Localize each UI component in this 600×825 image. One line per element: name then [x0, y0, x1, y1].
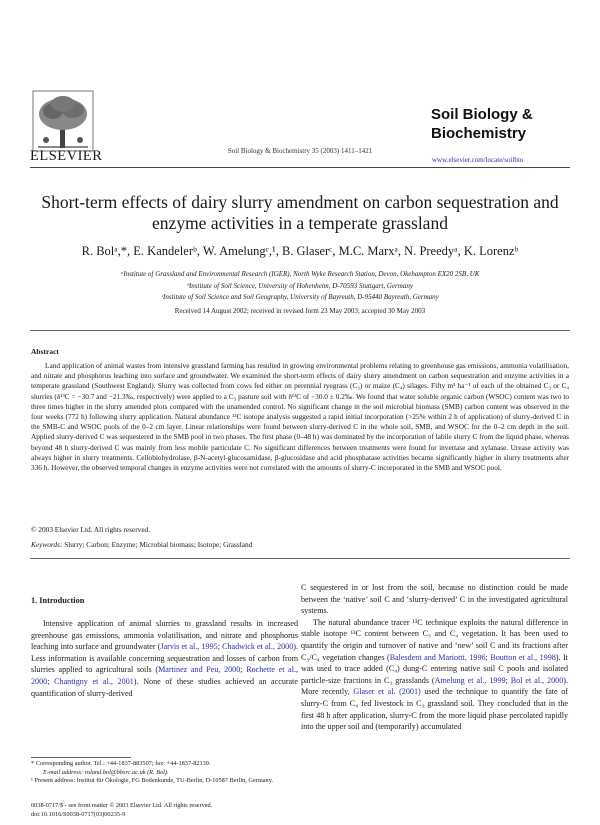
keywords-divider	[30, 558, 570, 559]
citation-link[interactable]: Jarvis et al., 1995	[160, 642, 218, 652]
abstract-heading: Abstract	[31, 347, 59, 356]
footnote-divider	[31, 757, 131, 758]
intro-paragraph-1-continued: C sequestered in or lost from the soil, because no distinction could be made between the ‘native’ soil C and ‘slurry-derived’ C in the investigated agricultural systems.	[301, 583, 568, 616]
citation-link[interactable]: Chadwick et al., 2000	[222, 642, 294, 652]
doi-line: doi:10.1016/S0038-0717(03)00235-9	[31, 811, 126, 818]
elsevier-tree-logo	[32, 90, 94, 152]
citation-link[interactable]: Bol et al., 2000	[510, 675, 564, 685]
citation-link[interactable]: Chantigny et al., 2001	[54, 676, 134, 686]
footnotes	[31, 760, 298, 786]
affiliation-a: ᵃInstitute of Grassland and Environmental Research (IGER), North Wyke Research Station, Devon, Okehampton EX20 2SB, UK	[120, 270, 480, 278]
affiliations	[0, 269, 600, 304]
author-list: R. Bolᵃ,*, E. Kandelerᵇ, W. Amelungᶜ,¹, B. Glaserᶜ, M.C. Marxᵃ, N. Preedyᵃ, K. Lorenzᵇ	[81, 244, 519, 258]
affiliation-b: ᵇInstitute of Soil Science, University of Hohenheim, D-70593 Stuttgart, Germany	[187, 281, 413, 290]
intro-paragraph-1: Intensive application of animal slurries to grassland results in increased greenhouse gas emissions, ammonia volatilisation, and nitrate and phosphorus leaching into surface and groundwater (Jarvis et al., 1995; Chadwick et al., 2000). Less information is available concerning sequestration and losses of carbon from slurries applied to agricultural soils (Martinez and Peu, 2000; Rochette et al., 2000; Chantigny et al., 2001). None of these studies achieved an accurate quantification of slurry-derived	[31, 619, 298, 698]
abstract-text: Land application of animal wastes from intensive grassland farming has resulted in growing environmental problems relating to greenhouse gas emissions, ammonia volatilisation, and nitrate and phosphorus leaching into surface and groundwater. We examined the short-term effects of dairy slurry amendment on carbon sequestration and enzyme activities in a temperate grassland (Southwest England). Slurry was collected from cows fed either on perennial ryegrass (C₃) or maize (C₄) silages. Fifty m³ ha⁻¹ of each of the obtained C₃ or C₄ slurries (δ¹³C = −30.7 and −21.3‰, respectively) were applied to a C₃ pasture soil with δ¹³C of −30.0 ± 0.2‰. We found that water soluble organic carbon (WSOC) content was two to three times higher in the slurry amended plots compared with the unamended control. No significant change in the soil microbial biomass (SMB) carbon content was observed in the four weeks (772 h) following slurry application. Natural abundance ¹³C isotope analysis suggested a rapid initial incorporation (>25% within 2 h of application) of slurry-derived C in the SMB-C and WSOC pools of the 0–2 cm layer. Linear relationships were found between slurry-derived C in the whole soil, SMB, and WSOC for the 0–2 cm depth in the soil. Applied slurry-derived C was sequestered in the SMB pool in two phases. The first phase (0–48 h) was dominated by the incorporation of labile slurry C from the liquid phase, whereas beyond 48 h slurry-derived C was mainly from less mobile particulate C. No significant differences between treatments were found for invertase and xylanase. Urease activity was always higher in slurry treatments. Cellobiohydrolase, β-N-acetyl-glucosamidase, β-glucosidase and acid phosphatase activities became significantly higher in slurry treatments after 336 h. However, the observed temporal changes in enzyme activities were not correlated with the amounts of slurry-C incorporated in the SMB and WSOC pool.	[31, 361, 569, 473]
keywords	[31, 540, 252, 549]
journal-title	[431, 105, 533, 143]
keywords-list: Slurry; Carbon; Enzyme; Microbial biomass; Isotope; Grassland	[64, 540, 253, 549]
journal-title-line-2: Biochemistry	[431, 125, 527, 142]
intro-paragraph-2: The natural abundance tracer ¹³C technique exploits the natural difference in stable isotope ¹³C content between C₃ and C₄ vegetation. It has been used to quantify the origin and turnover of native and ‘new’ soil C and its fractions after C₃/C₄ vegetation changes (Balesdent and Mariotti, 1996; Boutton et al., 1998). It was used to trace added (C₄) dung-C entering native soil C pools and isolated particle-size fractions in C₃ grasslands (Amelung et al., 1999; Bol et al., 2000). More recently, Glaser et al. (2001) used the technique to quantify the fate of slurry-C from C₄ fed livestock in C₃ grassland soil. They concluded that in the first 48 h after application, slurry-C from the more liquid phase percolated rapidly into the upper soil and (temporarily) accumulated	[301, 617, 569, 732]
abstract-divider	[30, 330, 570, 331]
affiliation-c: ᶜInstitute of Soil Science and Soil Geography, University of Bayreuth, D-95440 Bayreuth, Germany	[161, 293, 439, 301]
journal-citation: Soil Biology & Biochemistry 35 (2003) 1411–1421	[227, 147, 373, 155]
citation-link[interactable]: Glaser et al. (2001)	[353, 687, 421, 697]
publisher-name: ELSEVIER	[30, 148, 103, 164]
copyright-notice: © 2003 Elsevier Ltd. All rights reserved.	[31, 525, 151, 534]
keywords-label: Keywords:	[31, 540, 63, 549]
citation-link[interactable]: Martinez and Peu, 2000	[158, 665, 241, 675]
journal-url-link[interactable]: www.elsevier.com/locate/soilbio	[432, 156, 524, 164]
journal-title-line-1: Soil Biology &	[431, 106, 533, 123]
intro-right-column	[301, 582, 568, 733]
issn-line: 0038-0717/$ - see front matter © 2003 Elsevier Ltd. All rights reserved.	[31, 802, 213, 809]
footnote-corresponding-author: * Corresponding author. Tel.: +44-1837-883507; fax: +44-1837-82139.	[31, 760, 211, 767]
intro-left-column	[31, 618, 298, 699]
received-dates: Received 14 August 2002; received in revised form 23 May 2003; accepted 30 May 2003	[174, 307, 426, 315]
citation-link[interactable]: Rochette et al., 2000	[31, 665, 298, 686]
citation-link[interactable]: Amelung et al., 1999	[434, 675, 506, 685]
citation-link[interactable]: Boutton et al., 1998	[490, 652, 556, 662]
citation-link[interactable]: Balesdent and Mariotti, 1996	[389, 652, 486, 662]
section-heading-introduction: 1. Introduction	[31, 596, 85, 605]
article-title: Short-term effects of dairy slurry amendment on carbon sequestration and enzyme activities in a temperate grassland	[41, 192, 559, 233]
footnote-present-address: ¹ Present address: Institut für Ökologie, FG Bodenkunde, TU-Berlin, D-10587 Berlin, Germany.	[31, 777, 274, 785]
footnote-email: E-mail address: roland.bol@bbsrc.ac.uk (R. Bol).	[43, 768, 169, 776]
header-divider	[30, 167, 570, 168]
bottom-info	[31, 801, 212, 819]
